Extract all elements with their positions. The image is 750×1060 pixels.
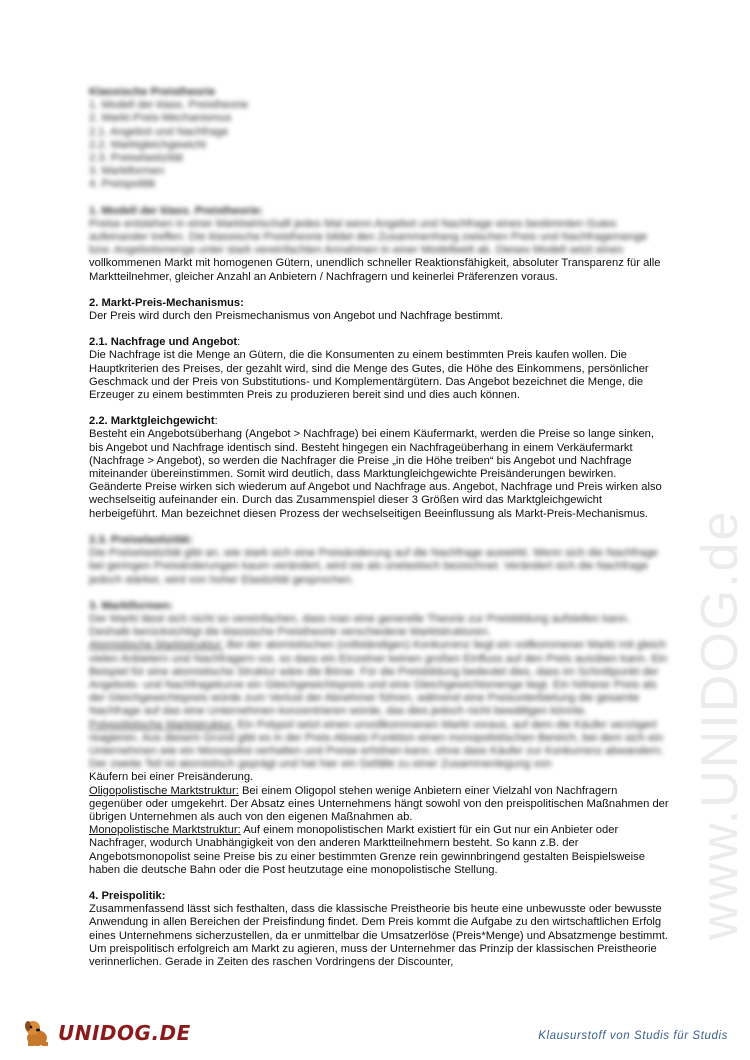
toc-item: 1. Modell der klass. Preistheorie [89,99,249,112]
monopolistic-label: Monopolistische Marktstruktur: [89,824,241,837]
polypolistic-visible-text: Käufern bei einer Preisänderung. [89,771,254,784]
toc-item: 2.2. Marktgleichgewicht [89,138,206,151]
oligopolistic-label: Oligopolistische Marktstruktur: [89,784,239,797]
unidog-logo[interactable] [20,1015,191,1051]
atomistic-label: Atomistische Marktstruktur: [89,639,224,652]
document-content [89,86,669,982]
footer-tagline: Klausurstoff von Studis für Studis [538,1030,728,1042]
toc-item: 3. Marktformen [89,165,165,178]
toc-item: 2.3. Preiselastizität [89,152,183,165]
section-2-2-text: Besteht ein Angebotsüberhang (Angebot > Nachfrage) bei einem Käufermarkt, werden die Preise so lange sinken, bis Angebot und Nachfrage identisch sind. Besteht hingegen ein Nachfrageüberhang in einem Verkäufermarkt (Nachfrage > Angebot), so werden die Nachfrager die Preise „in die Höhe treiben“ bis Angebot und Nachfrage miteinander übereinstimmen. Somit wird deutlich, dass Marktungleichgewichte Preisänderungen bewirken. Geänderte Preise wirken sich wiederum auf Angebot und Nachfrage aus. Angebot, Nachfrage und Preis wirken also wechselseitig aufeinander ein. Durch das Zusammenspiel dieser 3 Größen wird das Marktgleichgewicht herbeigeführt. Man bezeichnet diesen Prozess der wechselseitigen Beeinflussung als Markt-Preis-Mechanismus. [89,428,662,520]
section-2-3 [89,534,669,587]
section-1-blurred-text: Preise entstehen in einer Marktwirtschaft jedes Mal wenn Angebot und Nachfrage eines bestimmten Gutes aufeinander treffen. Die klassische Preistheorie bildet den Zusammenhang zwischen Preis und Nachfragemenge bzw. Angebotsmenge unter stark vereinfachten Annahmen in einer Modellwelt ab. Dieses Modell setzt einen [89,217,648,257]
section-2-text: Der Preis wird durch den Preismechanismus von Angebot und Nachfrage bestimmt. [89,310,504,323]
section-1-heading: 1. Modell der klass. Preistheorie: [89,204,264,217]
section-2-3-text: Die Preiselastizität gibt an, wie stark sich eine Preisänderung auf die Nachfrage auswirkt. Wenn sich die Nachfrage bei geringen Preisänderungen kaum verändert, wird sie als unelastisch bezeichnet. Verändert sich die Nachfrage jedoch stärker, wird von hoher Elastizität gesprochen. [89,547,658,586]
table-of-contents [89,86,669,192]
section-2 [89,297,669,323]
section-2-1 [89,336,669,402]
section-2-1-colon: : [237,336,241,349]
section-2-heading: 2. Markt-Preis-Mechanismus: [89,296,244,309]
dog-icon [20,1016,54,1050]
section-1 [89,205,669,284]
section-2-1-heading: 2.1. Nachfrage und Angebot [89,336,238,349]
logo-text: UNIDOG.DE [58,1021,191,1045]
polypolistic-text: Ein Polypol setzt einen unvollkommenen Markt voraus, auf dem die Käufer verzögert reagieren. Aus diesem Grund gibt es in der Preis-Absatz-Funktion einen monopolistischen Bereich, bei dem sich ein Unternehmen wie ein Monopolist verhalten und Preise erhöhen kann, ohne dass Käufer zur Konkurrenz abwandern. Der zweite Teil ist atomistisch geprägt und hat hier ein Gefälle zu einer Zusammenlegung von [89,718,664,771]
section-4-heading: 4. Preispolitik: [89,889,166,902]
section-3-intro: Der Markt lässt sich nicht so vereinfachen, dass man eine generelle Theorie zur Preisbildung aufstellen kann. Deshalb berücksichtigt die klassische Preistheorie verschiedene Marktstrukturen. [89,612,630,639]
section-2-2-colon: : [214,415,218,428]
section-4 [89,890,669,969]
oligopolistic-text: Bei einem Oligopol stehen wenige Anbietern einer Vielzahl von Nachfragern gegenüber oder umgekehrt. Der Absatz eines Unternehmens hängt sowohl von den preispolitischen Maßnahmen der übrigen Unternehmen als auch von den eigenen Maßnahmen ab. [89,784,669,823]
section-4-text: Zusammenfassend lässt sich festhalten, dass die klassische Preistheorie bis heute eine unbewusste oder bewusste Anwendung in allen Bereichen der Preisfindung findet. Dem Preis kommt die Aufgabe zu den wirtschaftlichen Erfolg eines Unternehmens sicherzustellen, da er unmittelbar die Umsatzerlöse (Preis*Menge) und Absatzmenge bestimmt. Um preispolitisch erfolgreich am Markt zu agieren, muss der Unternehmer das Prinzip der klassischen Preistheorie verinnerlichen. Gerade in Zeiten des raschen Vordringens der Discounter, [89,903,668,968]
toc-title: Klassische Preistheorie [89,86,216,98]
section-3 [89,600,669,877]
section-2-2 [89,415,669,521]
section-3-heading: 3. Marktformen: [89,599,173,612]
toc-item: 2. Markt-Preis-Mechanismus [89,112,232,125]
polypolistic-label: Polypolistische Marktstruktur: [89,718,235,731]
monopolistic-text: Auf einem monopolistischen Markt existiert für ein Gut nur ein Anbieter oder Nachfrager, wodurch Unabhängigkeit von den anderen Marktteilnehmern besteht. So kann z.B. der Angebotsmonopolist seine Preise bis zu einer bestimmten Grenze rein gewinnbringend gestalten Beispielsweise haben die deutsche Bahn oder die Post heutzutage eine monopolistische Stellung. [89,824,645,876]
section-2-3-heading: 2.3. Preiselastizität: [89,533,193,546]
section-1-text: vollkommenen Markt mit homogenen Gütern, unendlich schneller Reaktionsfähigkeit, absoluter Transparenz für alle Marktteilnehmer, gleicher Anzahl an Anbietern / Nachfragern und keinerlei Präferenzen voraus. [89,257,661,283]
section-2-1-text: Die Nachfrage ist die Menge an Gütern, die die Konsumenten zu einem bestimmten Preis kaufen wollen. Die Hauptkriterien des Preises, der gezahlt wird, sind die Menge des Gutes, die Höhe des Einkommens, persönlicher Geschmack und der Preis von Substitutions- und Komplementärgütern. Das Angebot bezeichnet die Menge, die Erzeuger zu einem bestimmten Preis zu produzieren bereit sind und dies auch können. [89,349,649,402]
watermark: www.UNIDOG.de [691,509,749,940]
toc-item: 2.1. Angebot und Nachfrage [89,125,229,138]
atomistic-text: Bei der atomistischen (vollständigen) Konkurrenz liegt ein vollkommener Markt mit gleich vielen Anbietern und Nachfragern vor, so dass ein Einzelner keinen großen Einfluss auf den Preis ausüben kann. Ein Beispiel für eine atomistische Struktur wäre die Börse. Für die Preisbildung bedeutet dies, dass im Schnittpunkt der Angebots- und Nachfragekurve ein Gleichgewichtspreis und eine Gleichgewichtsmenge liegt. Ein höherer Preis als der Gleichgewichtspreis würde zum Verlust der Abnehmer führen, während eine Preisunterbietung die gesamte Nachfrage auf das eine Unternehmen konzentrieren würde, das dies jedoch nicht bewältigen könnte. [89,639,668,718]
section-2-2-heading: 2.2. Marktgleichgewicht [89,415,215,428]
toc-item: 4. Preispolitik [89,178,156,191]
